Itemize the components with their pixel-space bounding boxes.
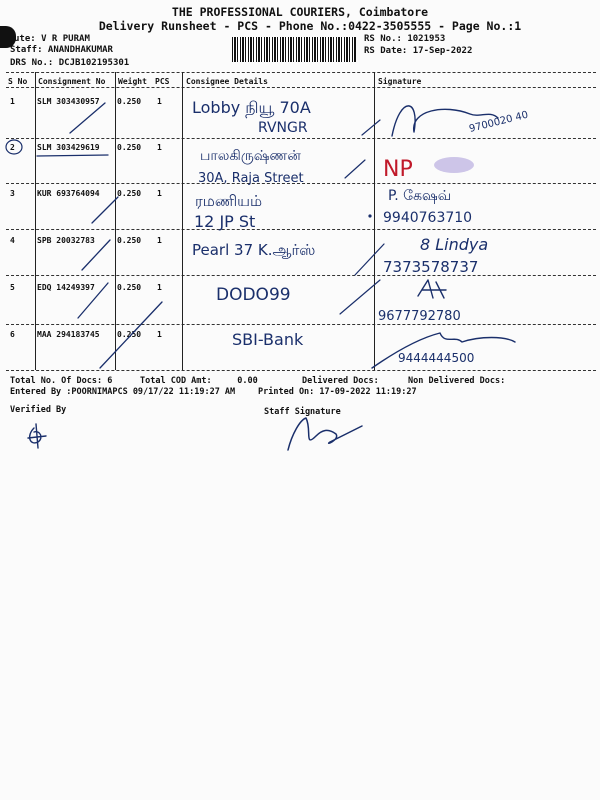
row-pcs: 1: [157, 330, 162, 339]
row-consignment: SPB 20032783: [37, 236, 95, 245]
row-sno: 3: [10, 189, 15, 198]
hw-consignee: ரமணியம்: [195, 192, 263, 210]
signature-row2: [383, 157, 474, 182]
signature-row4: [383, 235, 488, 276]
signature-np: NP: [383, 157, 413, 182]
row-sno: 5: [10, 283, 15, 292]
printed-on: Printed On: 17-09-2022 11:19:27: [258, 387, 417, 397]
ink-dot: [368, 214, 371, 217]
row-weight: 0.250: [117, 97, 142, 106]
rs-number: RS No.: 1021953: [364, 34, 446, 44]
tick-mark: [78, 283, 108, 318]
delivered-docs: Delivered Docs:: [302, 376, 379, 386]
header-weight: Weight: [118, 77, 147, 86]
strike-mark: [37, 155, 108, 156]
row-pcs: 1: [157, 189, 162, 198]
tick-mark: [355, 244, 384, 275]
header-consignment: Consignment No: [38, 77, 106, 86]
header-signature: Signature: [378, 77, 422, 86]
row-consignment: SLM 303429619: [37, 143, 100, 152]
hw-consignee: Pearl 37 K.ஆர்ஸ்: [192, 241, 316, 259]
row2-circle-mark: [6, 140, 22, 154]
row-pcs: 1: [157, 143, 162, 152]
tick-mark: [362, 120, 380, 135]
row-sno: 1: [10, 97, 15, 106]
row-weight: 0.250: [117, 143, 142, 152]
row-consignment: EDQ 14249397: [37, 283, 95, 292]
row-pcs: 1: [157, 236, 162, 245]
drs-number: DRS No.: DCJB102195301: [10, 58, 130, 68]
hw-consignee: Lobby நியூ 70A: [192, 98, 311, 117]
tick-mark: [70, 103, 105, 133]
total-cod: Total COD Amt: 0.00: [140, 376, 258, 386]
runsheet-subtitle: Delivery Runsheet - PCS - Phone No.:0422-3505555 - Page No.:1: [98, 19, 522, 33]
signature-phone: 9677792780: [378, 309, 461, 324]
tick-mark: [100, 302, 162, 368]
rs-date: RS Date: 17-Sep-2022: [364, 46, 473, 56]
verified-signature: [28, 424, 46, 448]
staff-label: Staff: ANANDHAKUMAR: [10, 45, 113, 55]
hw-consignee: DODO99: [216, 285, 291, 305]
row-weight: 0.250: [117, 283, 142, 292]
signature-name: 8 Lindya: [420, 235, 489, 254]
header-pcs: PCS: [155, 77, 170, 86]
hw-consignee: பாலகிருஷ்ணன்: [200, 148, 301, 164]
row-sno: 6: [10, 330, 15, 339]
verified-by-label: Verified By: [10, 405, 67, 415]
hw-consignee: RVNGR: [258, 120, 308, 136]
row-weight: 0.250: [117, 236, 142, 245]
signature-name: P. கேஷவ்: [388, 188, 452, 204]
signature-row1: [392, 106, 529, 136]
staff-signature-label: Staff Signature: [264, 407, 341, 417]
row-pcs: 1: [157, 283, 162, 292]
hw-consignee: SBI-Bank: [232, 330, 304, 349]
signature-row3: [383, 188, 472, 226]
signature-phone: 9444444500: [398, 351, 475, 365]
row-weight: 0.250: [117, 189, 142, 198]
signature-phone: 7373578737: [383, 258, 479, 276]
total-docs: Total No. Of Docs: 6: [10, 376, 113, 386]
hw-consignee: 12 JP St: [194, 212, 256, 231]
row-consignment: SLM 303430957: [37, 97, 100, 106]
purple-scribble: [434, 157, 474, 173]
tick-mark: [92, 197, 118, 223]
signature-phone: 9700020 40: [468, 109, 530, 135]
hw-consignee: 30A, Raja Street: [198, 171, 304, 186]
company-title: THE PROFESSIONAL COURIERS, Coimbatore: [171, 5, 429, 19]
route-label: ute: V R PURAM: [14, 34, 90, 44]
signature-row6: [372, 333, 515, 368]
non-delivered-docs: Non Delivered Docs:: [408, 376, 506, 386]
tick-mark: [345, 160, 365, 178]
staff-signature-scribble: [288, 418, 362, 450]
tick-mark: [82, 240, 110, 270]
tick-mark: [340, 280, 380, 314]
row-sno: 2: [10, 143, 15, 152]
row-consignment: MAA 294183745: [37, 330, 100, 339]
row-weight: 0.250: [117, 330, 142, 339]
signature-phone: 9940763710: [383, 210, 473, 226]
entered-by: Entered By :POORNIMAPCS 09/17/22 11:19:27 AM: [10, 387, 236, 397]
row-pcs: 1: [157, 97, 162, 106]
row-sno: 4: [10, 236, 15, 245]
header-sno: S No: [8, 77, 28, 86]
row-consignment: KUR 693764094: [37, 189, 100, 198]
header-consignee: Consignee Details: [186, 77, 268, 86]
signature-row5: [378, 280, 461, 324]
